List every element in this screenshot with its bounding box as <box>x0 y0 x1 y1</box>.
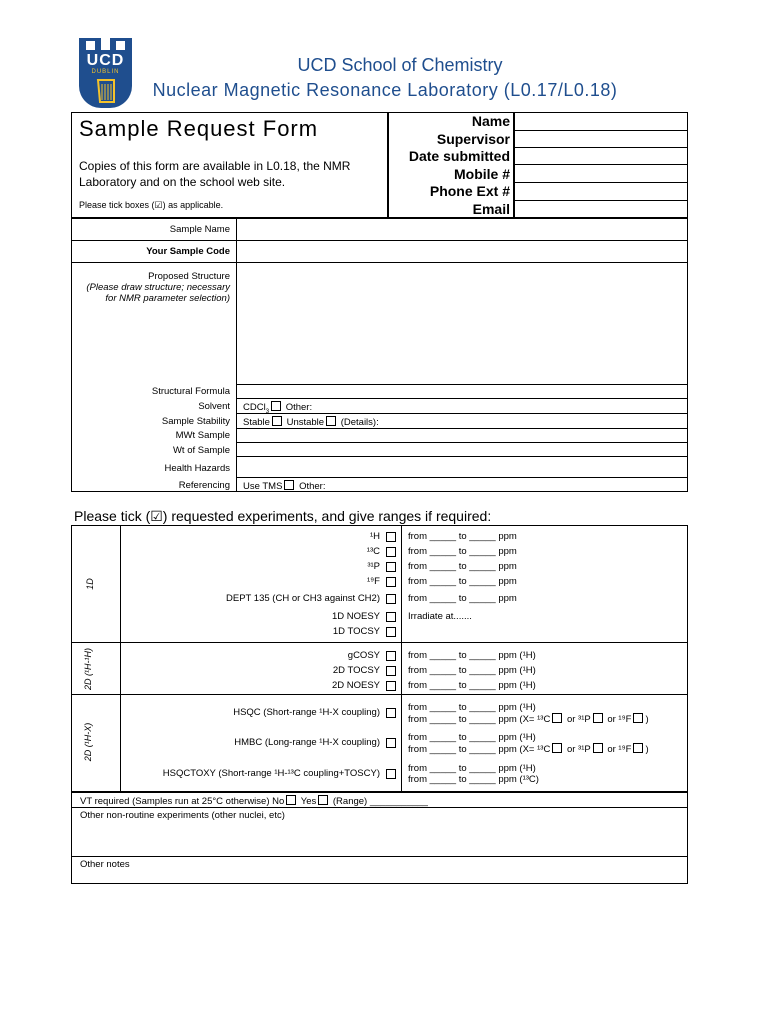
castle-towers-icon <box>85 38 126 50</box>
exp-dept-label: DEPT 135 (CH or CH3 against CH2) <box>226 593 380 604</box>
exp-hsqctoxy-range-c: from _____ to _____ ppm (¹³C) <box>408 774 539 785</box>
exp-gcosy-label: gCOSY <box>347 650 380 661</box>
exp-2d-tocsy-checkbox[interactable] <box>386 666 396 676</box>
use-tms-checkbox[interactable] <box>284 480 294 490</box>
exp-13c-range: from _____ to _____ ppm <box>408 546 517 557</box>
label-1d: 1D <box>85 578 95 590</box>
name-field[interactable] <box>515 113 687 129</box>
header-lab: Nuclear Magnetic Resonance Laboratory (L0.17/L0.18) <box>152 80 618 100</box>
exp-hsqctoxy-label: HSQCTOXY (Short-range ¹H-¹³C coupling+TOSCY) <box>162 768 380 779</box>
harp-icon <box>94 78 118 104</box>
wt-label: Wt of Sample <box>172 445 230 456</box>
exp-2d-noesy-checkbox[interactable] <box>386 681 396 691</box>
sample-code-label: Your Sample Code <box>146 246 230 257</box>
sample-code-field[interactable] <box>237 241 687 261</box>
label-2d-hx: 2D (¹H-X) <box>83 722 93 762</box>
exp-dept-checkbox[interactable] <box>386 594 396 604</box>
exp-31p-label: ³¹P <box>367 561 380 572</box>
other-notes-field[interactable] <box>72 870 687 883</box>
exp-1d-tocsy-checkbox[interactable] <box>386 627 396 637</box>
exp-31p-range: from _____ to _____ ppm <box>408 561 517 572</box>
hsqc-13c-checkbox[interactable] <box>552 713 562 723</box>
exp-gcosy-range: from _____ to _____ ppm (¹H) <box>408 650 536 661</box>
header-school: UCD School of Chemistry <box>297 55 503 75</box>
date-submitted-field[interactable] <box>515 148 687 163</box>
exp-1d-tocsy-label: 1D TOCSY <box>332 626 380 637</box>
referencing-options: Use TMS Other: <box>243 481 326 492</box>
supervisor-field[interactable] <box>515 131 687 146</box>
hmbc-19f-checkbox[interactable] <box>633 743 643 753</box>
exp-hsqc-label: HSQC (Short-range ¹H-X coupling) <box>233 707 380 718</box>
stable-checkbox[interactable] <box>272 416 282 426</box>
unstable-checkbox[interactable] <box>326 416 336 426</box>
stability-options: Stable Unstable (Details): <box>243 417 379 428</box>
label-2d-hh: 2D (¹H-¹H) <box>83 648 93 690</box>
solvent-label: Solvent <box>198 401 230 412</box>
email-field[interactable] <box>515 201 687 217</box>
supervisor-label: Supervisor <box>436 130 510 147</box>
exp-2d-tocsy-range: from _____ to _____ ppm (¹H) <box>408 665 536 676</box>
exp-31p-checkbox[interactable] <box>386 562 396 572</box>
exp-dept-range: from _____ to _____ ppm <box>408 593 517 604</box>
exp-19f-label: ¹⁹F <box>366 576 380 587</box>
structural-formula-label: Structural Formula <box>151 386 230 397</box>
exp-hsqctoxy-range-h: from _____ to _____ ppm (¹H) <box>408 763 536 774</box>
exp-19f-checkbox[interactable] <box>386 577 396 587</box>
cdcl3-checkbox[interactable] <box>271 401 281 411</box>
exp-1h-checkbox[interactable] <box>386 532 396 542</box>
other-nonroutine-field[interactable] <box>72 822 687 855</box>
name-label: Name <box>471 113 510 129</box>
sample-name-label: Sample Name <box>169 224 230 235</box>
exp-hmbc-checkbox[interactable] <box>386 738 396 748</box>
exp-hsqc-checkbox[interactable] <box>386 708 396 718</box>
exp-2d-noesy-label: 2D NOESY <box>331 680 380 691</box>
logo-ucd-text: UCD <box>86 52 125 69</box>
exp-hmbc-label: HMBC (Long-range ¹H-X coupling) <box>234 737 380 748</box>
exp-2d-noesy-range: from _____ to _____ ppm (¹H) <box>408 680 536 691</box>
hsqc-19f-checkbox[interactable] <box>633 713 643 723</box>
date-submitted-label: Date submitted <box>408 148 510 164</box>
exp-13c-label: ¹³C <box>366 546 380 557</box>
exp-hsqc-range-h: from _____ to _____ ppm (¹H) <box>408 702 536 713</box>
exp-1d-noesy-checkbox[interactable] <box>386 612 396 622</box>
email-label: Email <box>472 200 510 217</box>
sample-name-field[interactable] <box>237 219 687 239</box>
exp-1h-label: ¹H <box>369 531 380 542</box>
phone-ext-field[interactable] <box>515 183 687 199</box>
irradiate-text: Irradiate at....... <box>408 611 472 622</box>
vt-no-checkbox[interactable] <box>286 795 296 805</box>
structure-drawing-area[interactable] <box>237 263 687 383</box>
referencing-label: Referencing <box>178 480 230 491</box>
contact-labels <box>390 113 510 218</box>
logo-dublin-text: DUBLIN <box>91 69 120 75</box>
exp-hmbc-range-x: from _____ to _____ ppm (X= ¹³C or ³¹P or ¹⁹F ) <box>408 744 649 755</box>
exp-13c-checkbox[interactable] <box>386 547 396 557</box>
exp-gcosy-checkbox[interactable] <box>386 651 396 661</box>
hsqc-31p-checkbox[interactable] <box>593 713 603 723</box>
other-notes-label: Other notes <box>80 859 130 870</box>
exp-19f-range: from _____ to _____ ppm <box>408 576 517 587</box>
exp-2d-tocsy-label: 2D TOCSY <box>332 665 380 676</box>
copies-text: Copies of this form are available in L0.18, the NMR Laboratory and on the school web site. <box>79 159 351 189</box>
hmbc-13c-checkbox[interactable] <box>552 743 562 753</box>
exp-1h-range: from _____ to _____ ppm <box>408 531 517 542</box>
other-nonroutine-label: Other non-routine experiments (other nuclei, etc) <box>80 810 285 821</box>
exp-hsqctoxy-checkbox[interactable] <box>386 769 396 779</box>
experiments-heading: Please tick (☑) requested experiments, and give ranges if required: <box>74 508 492 524</box>
hmbc-31p-checkbox[interactable] <box>593 743 603 753</box>
exp-1d-noesy-label: 1D NOESY <box>331 611 380 622</box>
hazards-label: Health Hazards <box>164 463 230 474</box>
structure-note: (Please draw structure; necessary for NMR parameter selection) <box>86 282 230 304</box>
exp-hsqc-range-x: from _____ to _____ ppm (X= ¹³C or ³¹P or ¹⁹F ) <box>408 714 649 725</box>
proposed-structure-label: Proposed Structure <box>148 271 230 282</box>
mobile-field[interactable] <box>515 165 687 181</box>
vt-yes-checkbox[interactable] <box>318 795 328 805</box>
exp-hmbc-range-h: from _____ to _____ ppm (¹H) <box>408 732 536 743</box>
solvent-options: CDCl$_3$ Other: <box>243 402 313 415</box>
mwt-label: MWt Sample <box>175 430 230 441</box>
phone-ext-label: Phone Ext # <box>429 183 510 199</box>
vt-row: VT required (Samples run at 25°C otherwise) No Yes (Range) ___________ <box>80 796 428 807</box>
tick-hint: Please tick boxes (☑) as applicable. <box>79 200 224 210</box>
stability-label: Sample Stability <box>161 416 230 427</box>
form-title: Sample Request Form <box>79 116 319 141</box>
mobile-label: Mobile # <box>453 165 510 182</box>
